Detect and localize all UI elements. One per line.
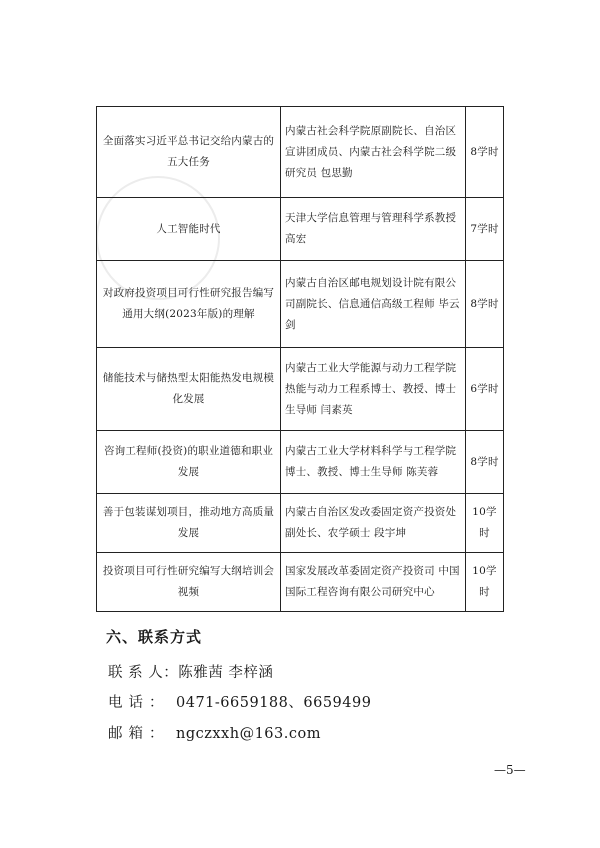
course-hours: 8学时 bbox=[466, 431, 504, 494]
course-hours: 8学时 bbox=[466, 107, 504, 198]
page-number: —5— bbox=[494, 763, 526, 777]
table-row bbox=[97, 431, 504, 494]
table-row bbox=[97, 553, 504, 612]
course-schedule-table bbox=[96, 106, 504, 612]
table-row bbox=[97, 348, 504, 431]
contact-phone-row bbox=[108, 691, 371, 712]
contact-email-row bbox=[108, 722, 321, 743]
course-topic: 全面落实习近平总书记交给内蒙古的五大任务 bbox=[97, 107, 281, 198]
table-row bbox=[97, 261, 504, 348]
contact-email-value: ngczxxh@163.com bbox=[176, 726, 321, 742]
table-row bbox=[97, 198, 504, 261]
course-speaker: 天津大学信息管理与管理科学系教授 高宏 bbox=[281, 198, 466, 261]
course-speaker: 内蒙古社会科学院原副院长、自治区宣讲团成员、内蒙古社会科学院二级研究员 包思勤 bbox=[281, 107, 466, 198]
contact-person-row bbox=[108, 661, 273, 682]
contact-person-value: 陈雅茜 李梓涵 bbox=[178, 665, 274, 681]
contact-person-label: 联 系 人： bbox=[108, 665, 179, 681]
course-topic: 投资项目可行性研究编写大纲培训会视频 bbox=[97, 553, 281, 612]
course-topic: 善于包装谋划项目，推动地方高质量发展 bbox=[97, 494, 281, 553]
course-hours: 8学时 bbox=[466, 261, 504, 348]
course-topic: 储能技术与储热型太阳能热发电规模化发展 bbox=[97, 348, 281, 431]
table-row bbox=[97, 107, 504, 198]
table-row bbox=[97, 494, 504, 553]
course-hours: 7学时 bbox=[466, 198, 504, 261]
course-hours: 10学时 bbox=[466, 553, 504, 612]
course-hours: 10学时 bbox=[466, 494, 504, 553]
course-speaker: 内蒙古自治区发改委固定资产投资处副处长、农学硕士 段宇坤 bbox=[281, 494, 466, 553]
course-speaker: 内蒙古自治区邮电规划设计院有限公司副院长、信息通信高级工程师 毕云剑 bbox=[281, 261, 466, 348]
section-heading-contact: 六、联系方式 bbox=[106, 628, 203, 646]
course-topic: 咨询工程师(投资)的职业道德和职业发展 bbox=[97, 431, 281, 494]
contact-phone-label: 电话： bbox=[108, 695, 170, 711]
contact-email-label: 邮箱： bbox=[108, 726, 170, 742]
course-speaker: 国家发展改革委固定资产投资司 中国国际工程咨询有限公司研究中心 bbox=[281, 553, 466, 612]
course-topic: 对政府投资项目可行性研究报告编写通用大纲(2023年版)的理解 bbox=[97, 261, 281, 348]
contact-phone-value: 0471-6659188、6659499 bbox=[176, 695, 372, 711]
course-topic: 人工智能时代 bbox=[97, 198, 281, 261]
course-hours: 6学时 bbox=[466, 348, 504, 431]
course-speaker: 内蒙古工业大学材料科学与工程学院博士、教授、博士生导师 陈芙蓉 bbox=[281, 431, 466, 494]
course-speaker: 内蒙古工业大学能源与动力工程学院热能与动力工程系博士、教授、博士生导师 闫素英 bbox=[281, 348, 466, 431]
